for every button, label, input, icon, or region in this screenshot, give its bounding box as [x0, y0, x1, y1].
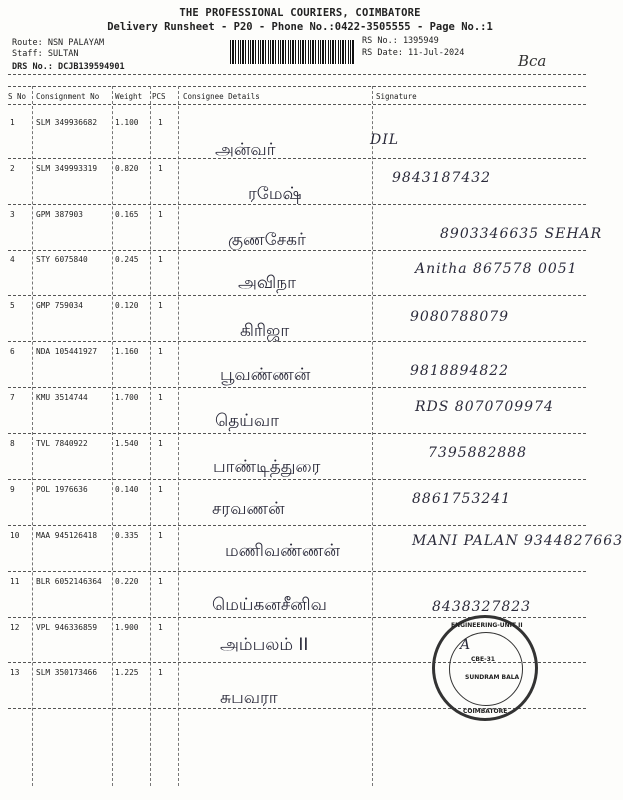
row-sno: 12	[10, 623, 20, 632]
row-weight: 0.820	[115, 164, 139, 173]
row-weight: 1.225	[115, 668, 139, 677]
vline-5	[372, 86, 373, 786]
row-weight: 1.900	[115, 623, 139, 632]
row-consignee-handwritten: அன்வர்	[215, 140, 276, 160]
runsheet-subtitle: Delivery Runsheet - P20 - Phone No.:0422-3505555 - Page No.:1	[107, 21, 493, 33]
col-header-signature: Signature	[376, 92, 417, 101]
route-label: Route: NSN PALAYAM	[12, 38, 105, 48]
row-consignment-no: POL 1976636	[36, 485, 88, 494]
row-consignee-handwritten: அம்பலம் II	[220, 635, 309, 655]
row-signature-handwritten: 7395882888	[428, 445, 528, 461]
seal-code: CBE-31	[471, 656, 495, 663]
row-divider	[8, 158, 586, 159]
row-weight: 1.100	[115, 118, 139, 127]
row-pcs: 1	[158, 531, 163, 540]
row-consignment-no: SLM 349993319	[36, 164, 98, 173]
drs-number: DRS No.: DCJB139594901	[12, 62, 125, 72]
row-sno: 13	[10, 668, 20, 677]
row-sno: 7	[10, 393, 15, 402]
row-signature-handwritten: 9843187432	[392, 170, 492, 186]
row-sno: 10	[10, 531, 20, 540]
row-signature-handwritten: RDS 8070709974	[415, 399, 554, 415]
row-weight: 1.540	[115, 439, 139, 448]
row-signature-handwritten: Anitha 867578 0051	[415, 261, 578, 277]
row-sno: 6	[10, 347, 15, 356]
row-divider	[8, 479, 586, 480]
row-weight: 0.120	[115, 301, 139, 310]
row-consignment-no: VPL 946336859	[36, 623, 98, 632]
col-header-pcs: PCS	[152, 92, 166, 101]
header-rule-bottom	[8, 86, 586, 87]
row-consignment-no: STY 6075840	[36, 255, 88, 264]
vline-1	[32, 86, 33, 786]
row-pcs: 1	[158, 347, 163, 356]
row-sno: 8	[10, 439, 15, 448]
row-consignee-handwritten: சுபவரா	[220, 688, 278, 708]
row-signature-handwritten: 8861753241	[412, 491, 512, 507]
row-weight: 0.140	[115, 485, 139, 494]
row-sno: 2	[10, 164, 15, 173]
row-consignment-no: SLM 349936682	[36, 118, 98, 127]
col-header-weight: Weight	[115, 92, 143, 101]
vline-4	[178, 86, 179, 786]
row-signature-handwritten: A	[460, 637, 472, 653]
row-consignee-handwritten: பாண்டித்துரை	[213, 457, 321, 477]
col-header-consignment: Consignment No	[36, 92, 100, 101]
row-pcs: 1	[158, 393, 163, 402]
row-pcs: 1	[158, 485, 163, 494]
row-consignee-handwritten: குணசேகர்	[228, 230, 306, 250]
row-divider	[8, 295, 586, 296]
row-divider	[8, 250, 586, 251]
seal-inner-ring	[449, 632, 523, 706]
vline-3	[150, 86, 151, 786]
row-divider	[8, 341, 586, 342]
header-rule-top	[8, 74, 586, 75]
row-consignee-handwritten: மணிவண்ணன்	[225, 541, 340, 561]
row-consignment-no: MAA 945126418	[36, 531, 98, 540]
row-sno: 9	[10, 485, 15, 494]
row-pcs: 1	[158, 439, 163, 448]
row-weight: 0.245	[115, 255, 139, 264]
row-consignee-handwritten: தெய்வா	[215, 411, 280, 431]
row-consignment-no: GPM 387903	[36, 210, 83, 219]
row-divider	[8, 571, 586, 572]
row-consignee-handwritten: கிரிஜா	[240, 321, 290, 341]
row-consignment-no: BLR 6052146364	[36, 577, 102, 586]
row-consignee-handwritten: அவிநா	[238, 273, 297, 293]
company-title: THE PROFESSIONAL COURIERS, COIMBATORE	[179, 7, 421, 19]
staff-label: Staff: SULTAN	[12, 49, 79, 59]
row-consignment-no: KMU 3514744	[36, 393, 88, 402]
row-sno: 4	[10, 255, 15, 264]
seal-bottom-text: COIMBATORE	[463, 708, 508, 715]
seal-side-text: SUNDRAM BALA	[465, 674, 520, 681]
row-weight: 0.335	[115, 531, 139, 540]
row-consignee-handwritten: பூவண்ணன்	[220, 365, 311, 385]
row-weight: 0.165	[115, 210, 139, 219]
row-signature-handwritten: 8903346635 SEHAR	[440, 226, 603, 242]
row-consignment-no: SLM 350173466	[36, 668, 98, 677]
row-signature-handwritten: DIL	[370, 132, 400, 148]
row-signature-handwritten: MANI PALAN 9344827663	[412, 533, 623, 549]
row-pcs: 1	[158, 577, 163, 586]
row-pcs: 1	[158, 623, 163, 632]
handwritten-mark: Bca	[518, 52, 547, 70]
rs-date: RS Date: 11-Jul-2024	[362, 48, 465, 58]
row-consignment-no: TVL 7840922	[36, 439, 88, 448]
row-sno: 3	[10, 210, 15, 219]
row-consignee-handwritten: ரமேஷ்	[248, 184, 302, 204]
col-header-rule	[8, 104, 586, 105]
company-seal-stamp	[432, 615, 538, 721]
row-divider	[8, 525, 586, 526]
row-pcs: 1	[158, 255, 163, 264]
row-pcs: 1	[158, 301, 163, 310]
row-pcs: 1	[158, 164, 163, 173]
row-pcs: 1	[158, 210, 163, 219]
barcode	[230, 40, 355, 64]
row-signature-handwritten: 9080788079	[410, 309, 510, 325]
row-signature-handwritten: 9818894822	[410, 363, 510, 379]
col-header-sno: S No	[8, 92, 27, 101]
row-sno: 11	[10, 577, 20, 586]
row-weight: 0.220	[115, 577, 139, 586]
row-consignment-no: GMP 759034	[36, 301, 83, 310]
row-weight: 1.700	[115, 393, 139, 402]
row-sno: 1	[10, 118, 15, 127]
row-divider	[8, 433, 586, 434]
row-signature-handwritten: 8438327823	[432, 599, 532, 615]
row-weight: 1.160	[115, 347, 139, 356]
row-divider	[8, 204, 586, 205]
vline-2	[112, 86, 113, 786]
row-consignee-handwritten: சரவணன்	[212, 499, 285, 519]
rs-number: RS No.: 1395949	[362, 36, 439, 46]
seal-top-text: ENGINEERING-UNIT II	[451, 622, 523, 629]
col-header-consignee: Consignee Details	[183, 92, 260, 101]
row-divider	[8, 387, 586, 388]
row-pcs: 1	[158, 668, 163, 677]
row-sno: 5	[10, 301, 15, 310]
row-pcs: 1	[158, 118, 163, 127]
row-consignment-no: NDA 105441927	[36, 347, 98, 356]
row-consignee-handwritten: மெய்கனசீனிவ	[212, 595, 327, 615]
